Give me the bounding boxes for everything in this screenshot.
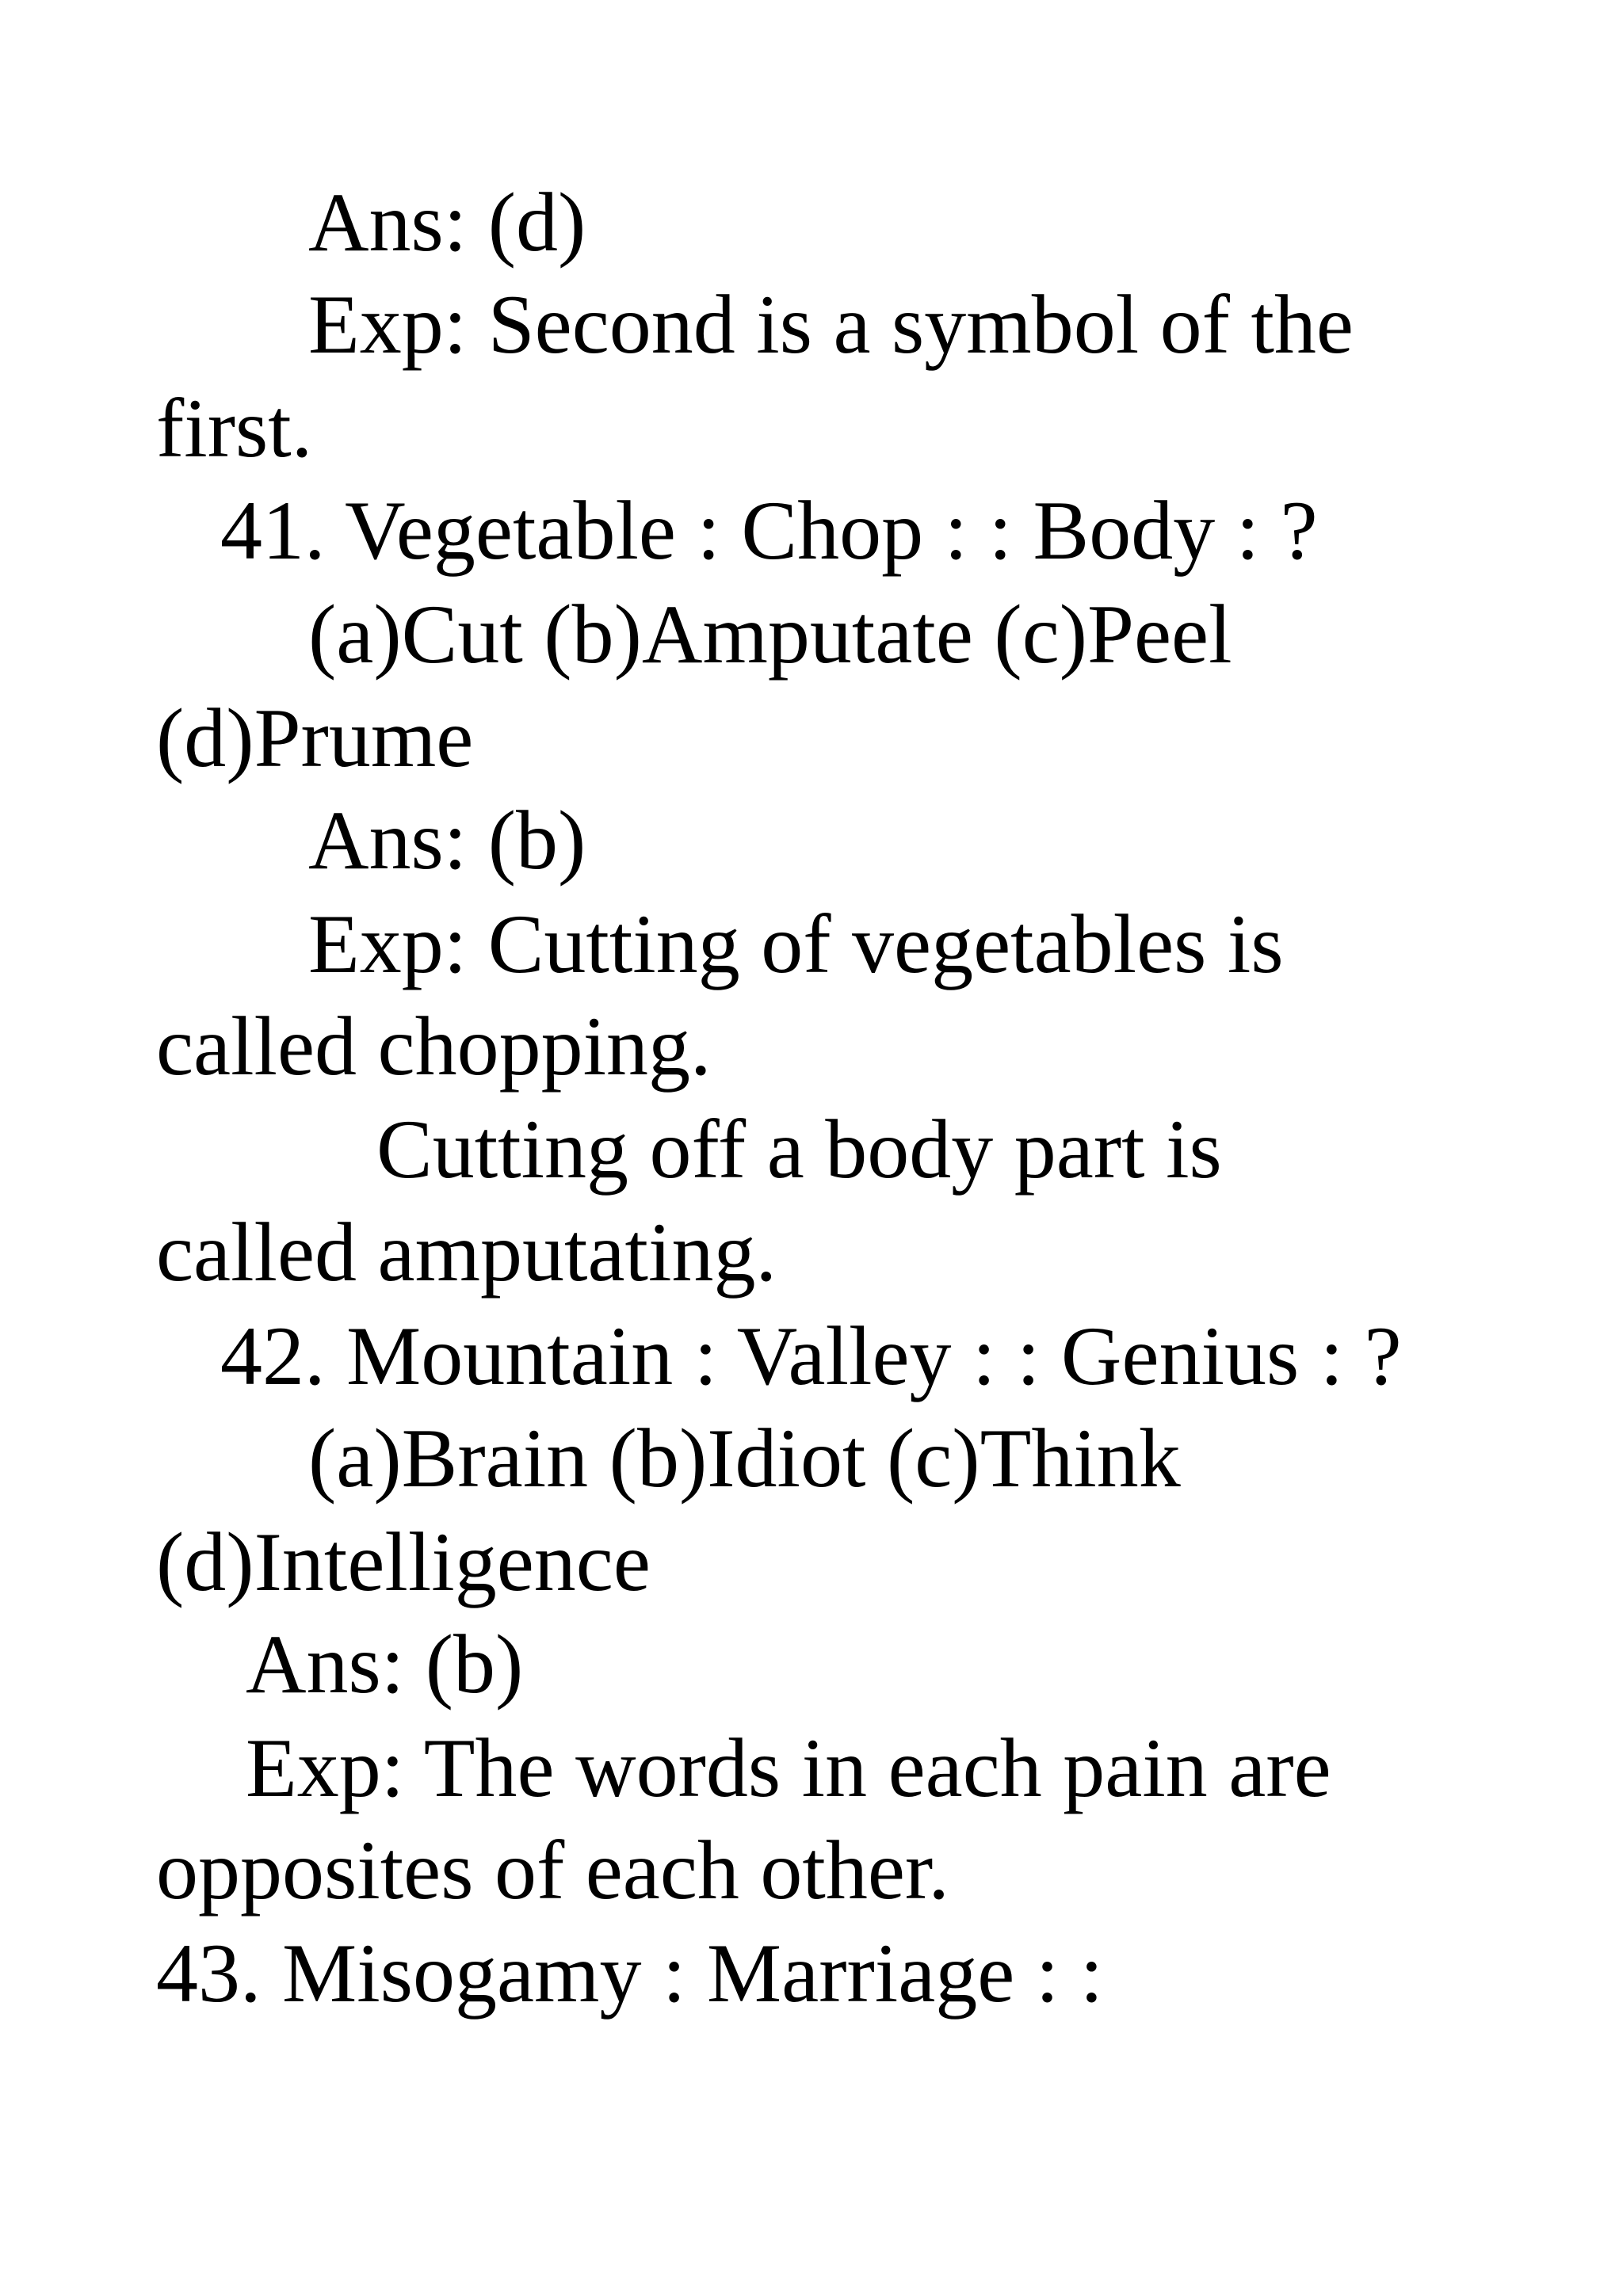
question-42-options: (a)Brain (b)Idiot (c)Think	[308, 1412, 1181, 1505]
question-41-options: (a)Cut (b)Amputate (c)Peel	[308, 588, 1232, 681]
question-42-options-continuation: (d)Intelligence	[156, 1516, 651, 1608]
explanation-42-continuation: opposites of each other.	[156, 1824, 949, 1917]
explanation-line: Exp: Second is a symbol of the	[308, 278, 1354, 371]
explanation-41: Exp: Cutting of vegetables is	[308, 898, 1284, 990]
explanation-41-detail: Cutting off a body part is	[376, 1103, 1222, 1196]
answer-41: Ans: (b)	[308, 794, 586, 887]
question-42: 42. Mountain : Valley : : Genius : ?	[220, 1310, 1402, 1402]
question-41-options-continuation: (d)Prume	[156, 692, 474, 784]
explanation-41-detail-continuation: called amputating.	[156, 1206, 777, 1299]
explanation-42: Exp: The words in each pain are	[246, 1722, 1331, 1814]
answer-line: Ans: (d)	[308, 176, 586, 269]
question-43: 43. Misogamy : Marriage : :	[156, 1927, 1104, 2019]
question-41: 41. Vegetable : Chop : : Body : ?	[220, 484, 1318, 577]
explanation-41-continuation: called chopping.	[156, 1000, 712, 1093]
explanation-continuation: first.	[156, 382, 313, 475]
answer-42: Ans: (b)	[246, 1618, 524, 1711]
